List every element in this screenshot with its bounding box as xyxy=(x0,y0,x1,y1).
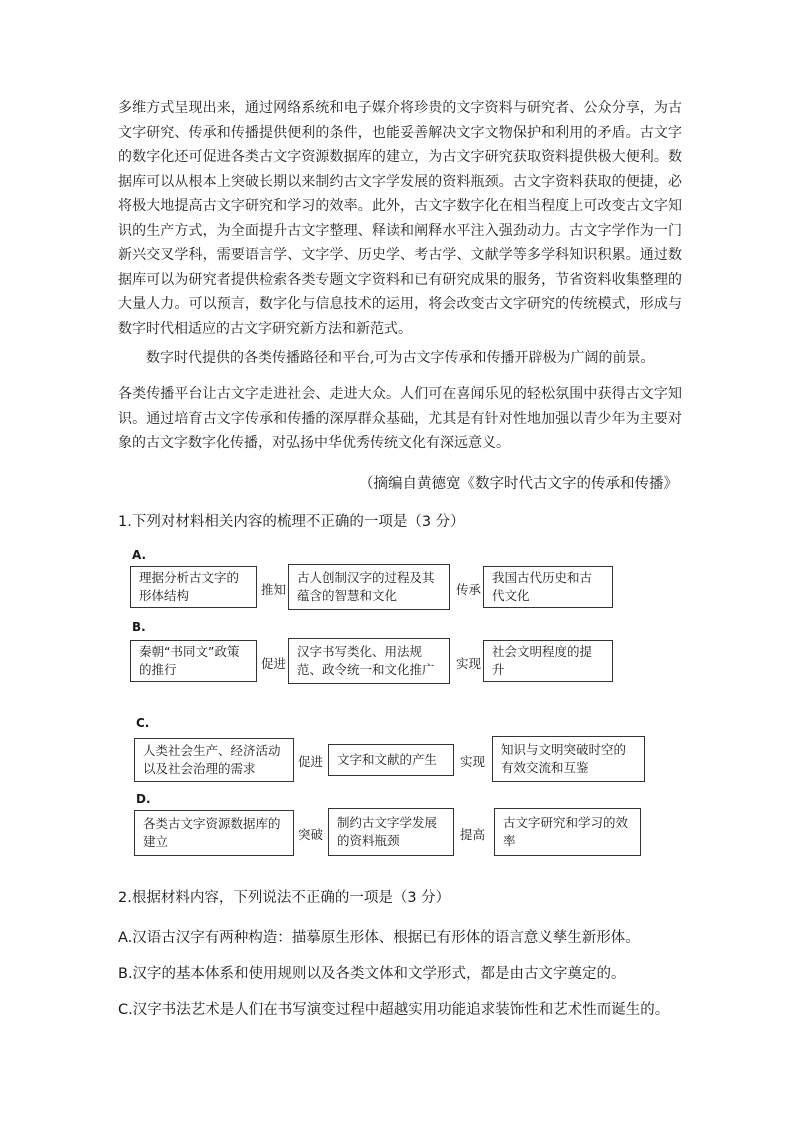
option-b-letter: B. xyxy=(132,620,146,634)
option-a-letter: A. xyxy=(132,548,147,562)
option-a-box-1: 理据分析古文字的形体结构 xyxy=(130,566,257,608)
passage-paragraph-2: 数字时代提供的各类传播路径和平台,可为古文字传承和传播开辟极为广阔的前景。 xyxy=(146,350,655,366)
option-d-connector-1: 突破 xyxy=(298,827,324,842)
option-d-box-1: 各类古文字资源数据库的建立 xyxy=(134,810,294,856)
question-2-option-a: A.汉语古汉字有两种构造：描摹原生形体、根据已有形体的语言意义孳生新形体。 xyxy=(118,930,640,946)
option-c-box-3: 知识与文明突破时空的有效交流和互鉴 xyxy=(492,736,645,782)
option-a-connector-1: 推知 xyxy=(261,582,287,597)
question-1-stem: 1.下列对材料相关内容的梳理不正确的一项是（3 分） xyxy=(118,514,465,530)
source-citation: （摘编自黄德宽《数字时代古文字的传承和传播》 xyxy=(359,476,678,492)
question-2-stem: 2.根据材料内容，下列说法不正确的一项是（3 分） xyxy=(118,890,451,906)
option-b-box-2: 汉字书写类化、用法规范、政令统一和文化推广 xyxy=(288,638,450,684)
passage-paragraph-3: 各类传播平台让古文字走进社会、走进大众。人们可在喜闻乐见的轻松氛围中获得古文字知识。通过培育古文字传承和传播的深厚群众基础，尤其是有针对性地加强以青少年为主要对象的古文字数字化传播，对弘扬中华优秀传统文化有深远意义。 xyxy=(118,386,682,451)
option-c-box-2: 文字和文献的产生 xyxy=(328,744,454,776)
option-d-box-2: 制约古文字学发展的资料瓶颈 xyxy=(328,808,454,856)
option-d-box-3: 古文字研究和学习的效率 xyxy=(494,808,641,856)
option-b-connector-2: 实现 xyxy=(456,656,482,671)
option-a-connector-2: 传承 xyxy=(456,582,482,597)
option-d-connector-2: 提高 xyxy=(460,827,486,842)
passage-paragraph-1: 多维方式呈现出来，通过网络系统和电子媒介将珍贵的文字资料与研究者、公众分享，为古文字研究、传承和传播提供便利的条件，也能妥善解决文字文物保护和利用的矛盾。古文字的数字化还可促进各类古文字资源数据库的建立，为古文字研究获取资料提供极大便利。数据库可以从根本上突破长期以来制约古文字学发展的资料瓶颈。古文字资料获取的便捷，必将极大地提高古文字研究和学习的效率。此外，古文字数字化在相当程度上可改变古文字知识的生产方式，为全面提升古文字整理、释读和阐释水平注入强劲动力。古文字学作为一门新兴交叉学科，需要语言学、文字学、历史学、考古学、文献学等多学科知识积累。通过数据库可以为研究者提供检索各类专题文字资料和已有研究成果的服务，节省资料收集整理的大量人力。可以预言，数字化与信息技术的运用，将会改变古文字研究的传统模式，形成与数字时代相适应的古文字研究新方法和新范式。 xyxy=(118,100,682,337)
option-b-box-3: 社会文明程度的提升 xyxy=(483,640,613,682)
option-b-connector-1: 促进 xyxy=(261,656,287,671)
question-2-option-b: B.汉字的基本体系和使用规则以及各类文体和文学形式，都是由古文字奠定的。 xyxy=(118,966,626,982)
option-c-box-1: 人类社会生产、经济活动以及社会治理的需求 xyxy=(134,738,294,782)
option-a-box-3: 我国古代历史和古代文化 xyxy=(483,566,613,608)
option-a-box-2: 古人创制汉字的过程及其蕴含的智慧和文化 xyxy=(288,564,450,610)
option-c-connector-2: 实现 xyxy=(460,754,486,769)
option-d-letter: D. xyxy=(136,792,151,806)
option-c-letter: C. xyxy=(136,716,150,730)
option-c-connector-1: 促进 xyxy=(298,754,324,769)
question-2-option-c: C.汉字书法艺术是人们在书写演变过程中超越实用功能追求装饰性和艺术性而诞生的。 xyxy=(118,1002,670,1018)
option-b-box-1: 秦朝“书同文”政策的推行 xyxy=(130,640,257,682)
